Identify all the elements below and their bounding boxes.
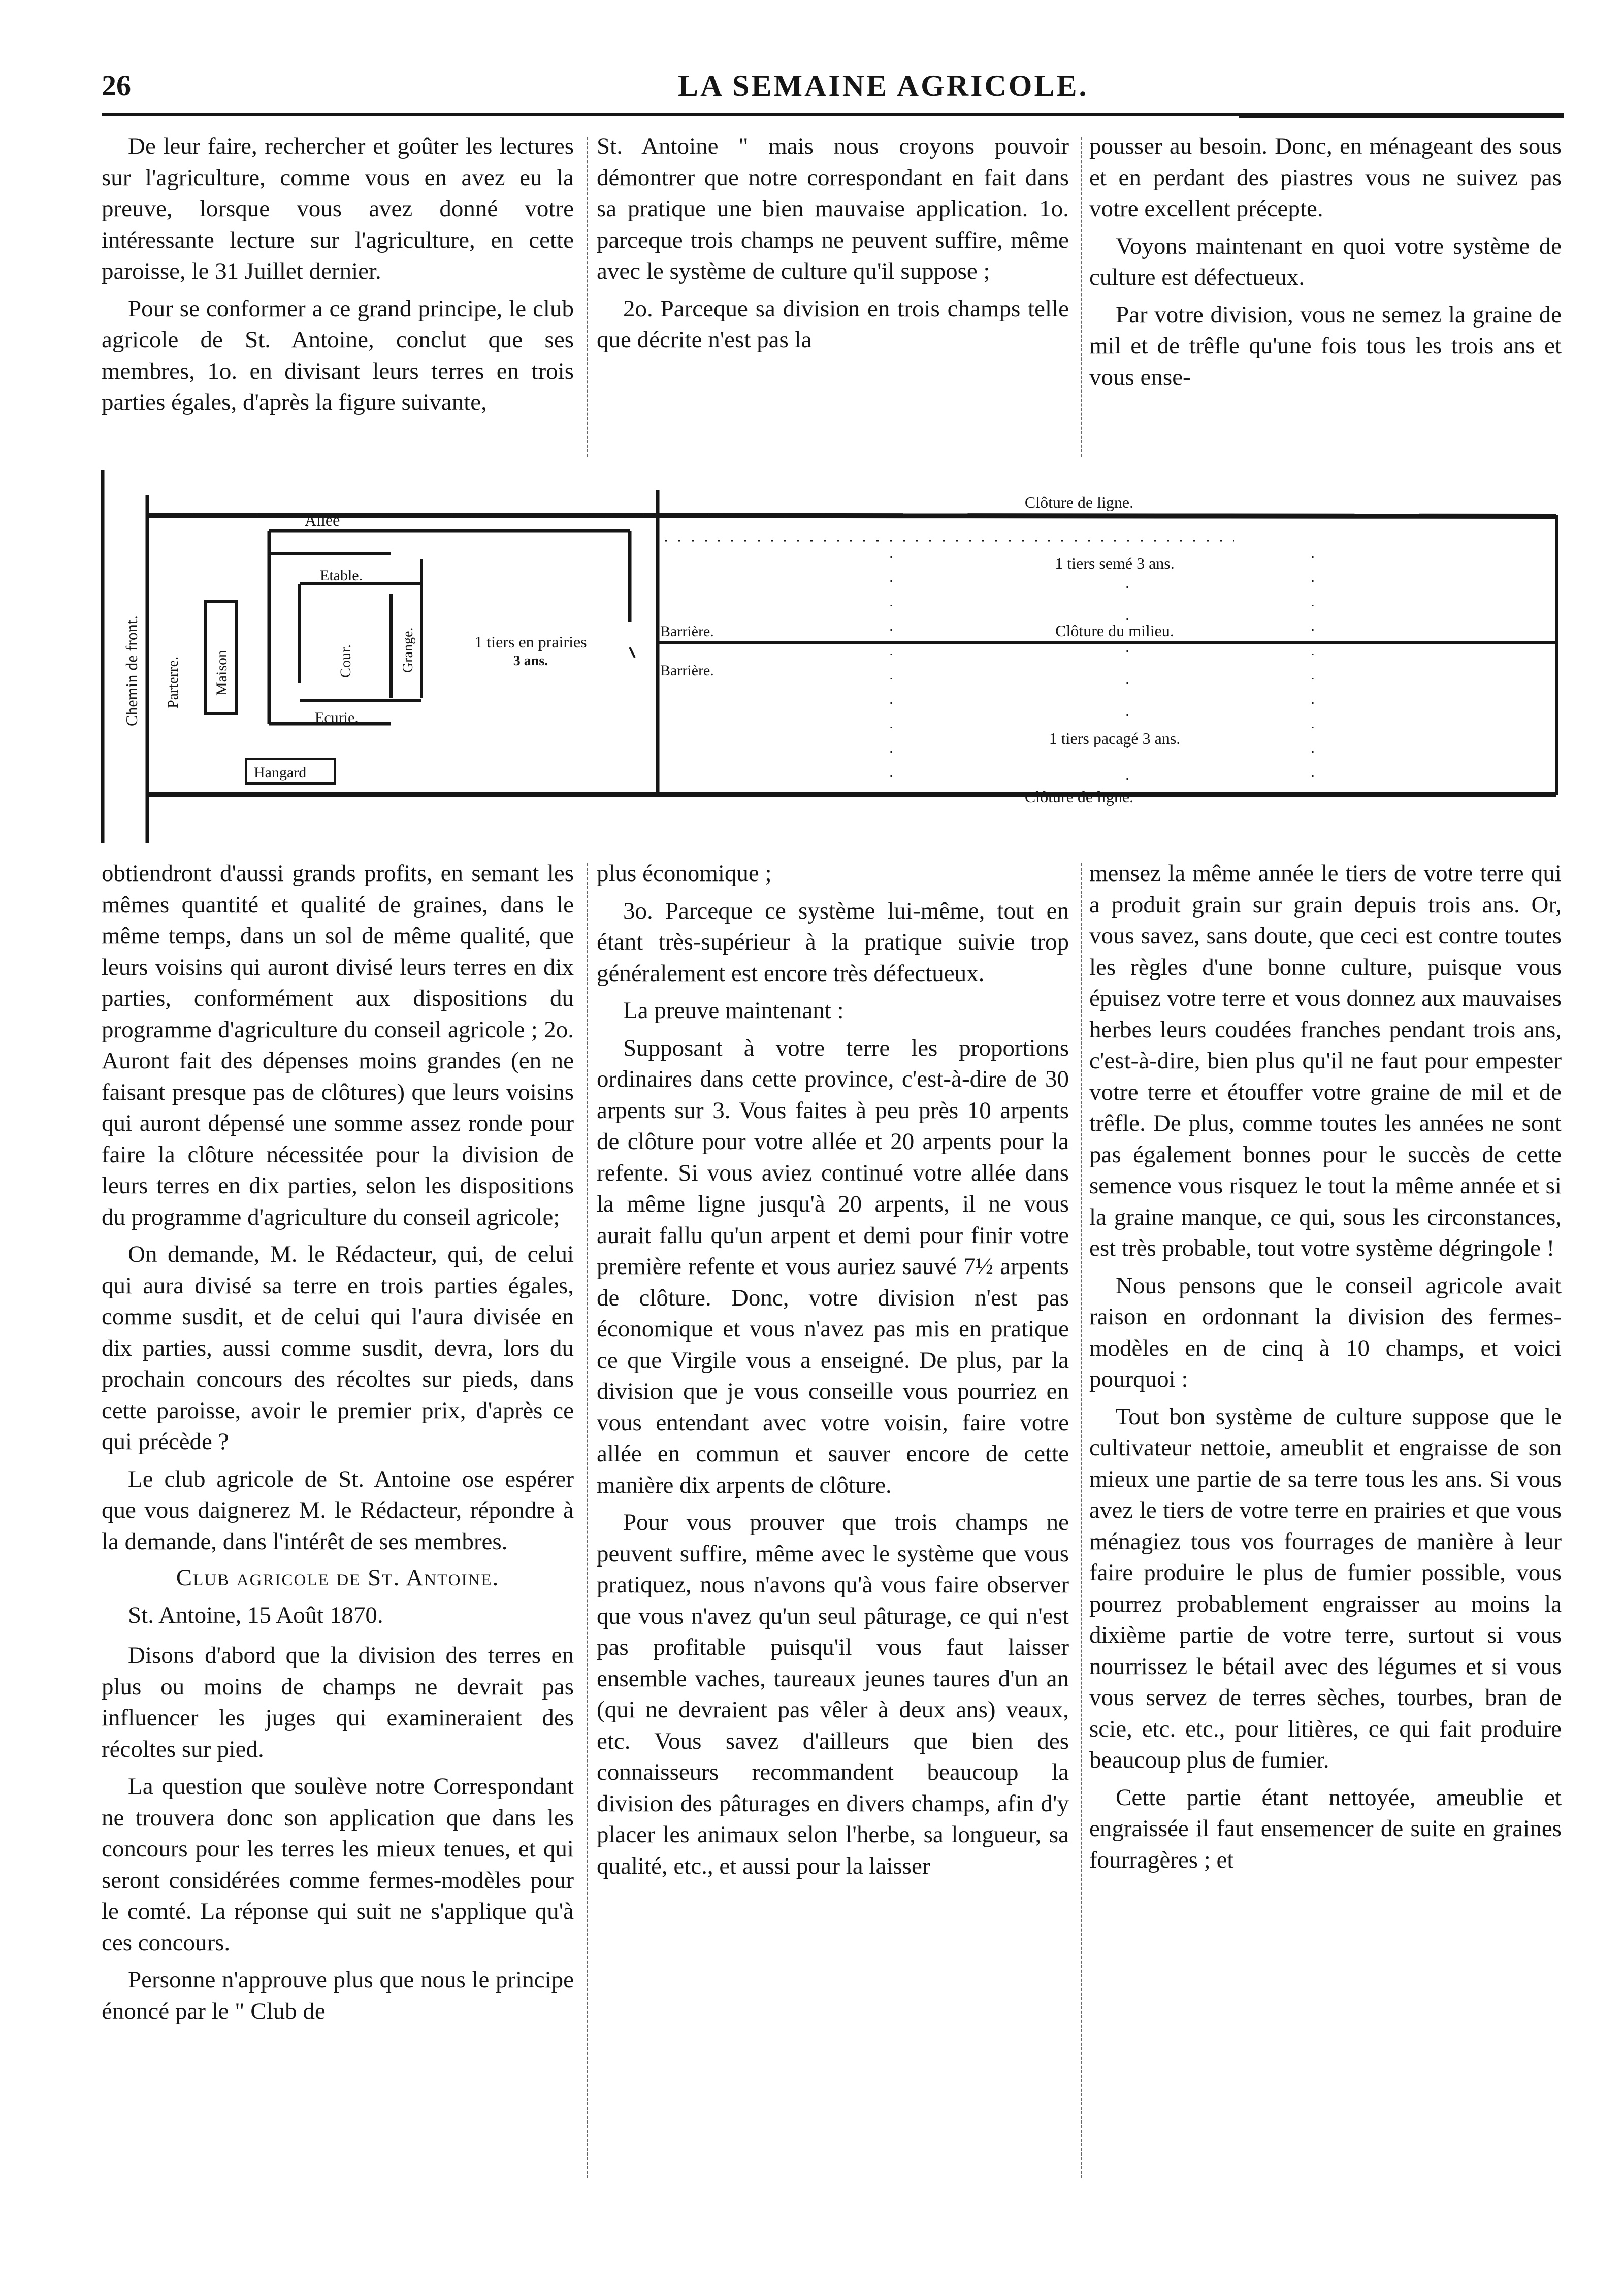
paragraph: Supposant à votre terre les proportions ordinaires dans cette province, c'est-à-dire de 30 arpents sur 3. Vous faites à peu près 10 arpents de clôture pour votre allée et 20 arpents pour la refente. Si vous aviez continué votre allée dans la même ligne jusqu'à 20 arpents, il ne vous aurait fallu qu'un arpent et demi pour finir votre première refente et vous auriez sauvé 7½ arpents de clôture. Donc, votre division n'est pas économique et vous n'avez pas mis en pratique ce que Virgile vous a enseigné. De plus, par la division que je vous conseille vous pourriez en vous entendant avec votre voisin, faire votre allée en commun et sauver encore de cette manière dix arpents de clôture.: [597, 1034, 1069, 1498]
paragraph: pousser au besoin. Donc, en ménageant des sous et en perdant des piastres vous ne suivez pas votre excellent précepte.: [1089, 133, 1562, 222]
label-hangard: Hangard: [254, 764, 307, 781]
paragraph: St. Antoine " mais nous croyons pouvoir démontrer que notre correspondant en fait dans sa pratique une bien mauvaise application. 1o. parceque trois champs ne peuvent suffire, même avec le système de culture qu'il suppose ;: [597, 133, 1069, 284]
label-maison: Maison: [213, 650, 230, 696]
paragraph: Nous pensons que le conseil agricole avait raison en ordonnant la division des fermes-modèles en de cinq à 10 champs, et voici pourquoi :: [1089, 1272, 1562, 1392]
label-barriere-2: Barrière.: [660, 662, 714, 679]
column-separator: [587, 863, 588, 2178]
top-column-2: [597, 131, 1069, 356]
bottom-column-3: [1089, 858, 1562, 1876]
label-barriere-1: Barrière.: [660, 623, 714, 640]
paragraph: La question que soulève notre Correspondant ne trouvera donc son application que dans les concours pour les terres les mieux tenues, et qui seront considérées comme fermes-modèles pour le comté. La réponse qui suit ne s'applique qu'à ces concours.: [102, 1773, 574, 1956]
label-grange: Grange.: [400, 627, 416, 673]
paragraph: De leur faire, rechercher et goûter les lectures sur l'agriculture, comme vous en avez eu la preuve, lorsque vous avez donné votre intéressante lecture sur l'agriculture, en cette paroisse, le 31 Juillet dernier.: [102, 133, 574, 284]
journal-title: LA SEMAINE AGRICOLE.: [678, 69, 1089, 103]
label-chemin: Chemin de front.: [122, 615, 141, 726]
paragraph: 3o. Parceque ce système lui-même, tout en étant très-supérieur à la pratique suivie trop généralement est encore très défectueux.: [597, 897, 1069, 987]
label-prairies-1: 1 tiers en prairies: [474, 633, 587, 651]
paragraph: Le club agricole de St. Antoine ose espérer que vous daignerez M. le Rédacteur, répondre à la demande, dans l'intérêt de ses membres.: [102, 1465, 574, 1555]
bottom-column-2: [597, 858, 1069, 1882]
label-seme: 1 tiers semé 3 ans.: [1055, 554, 1175, 572]
column-separator: [587, 137, 588, 457]
letter-date: St. Antoine, 15 Août 1870.: [128, 1602, 383, 1628]
paragraph: mensez la même année le tiers de votre terre qui a produit grain sur grain depuis trois ans. Or, vous savez, sans doute, que ceci est contre toutes les règles d'une bonne culture, puisque vous épuisez votre terre et vous donnez aux mauvaises herbes leurs coudées franches pendant trois ans, c'est-à-dire, bien plus qu'il ne faut pour empester votre terre et étouffer votre graine de mil et de trêfle. De plus, comme toutes les années ne sont pas également bonnes pour le succès de cette semence vous risquez le tout la même année et si la graine manque, ce qui, sous les circonstances, est très probable, tout votre système dégringole !: [1089, 860, 1562, 1261]
top-column-1: [102, 131, 574, 418]
label-etable: Etable.: [320, 567, 363, 584]
paragraph: 2o. Parceque sa division en trois champs telle que décrite n'est pas la: [597, 295, 1069, 353]
label-ecurie: Ecurie.: [315, 709, 359, 726]
paragraph: On demande, M. le Rédacteur, qui, de celui qui aura divisé sa terre en trois parties égales, comme susdit, et de celui qui l'aura divisée en dix parties, aussi comme susdit, devra, lors du prochain concours des récoltes sur pieds, dans cette paroisse, avoir le premier prix, d'après ce qui précède ?: [102, 1241, 574, 1455]
paragraph: obtiendront d'aussi grands profits, en semant les mêmes quantité et qualité de graines, dans le même temps, dans un sol de même qualité, que leurs voisins qui auront divisé leurs terres en dix parties, conformément aux dispositions du programme d'agriculture du conseil agricole ; 2o. Auront fait des dépenses moins grandes (en ne faisant presque pas de clôtures) que leurs voisins qui auront dépensé une somme assez ronde pour faire la clôture nécessitée pour la division de leurs terres en dix parties, selon les dispositions du programme d'agriculture du conseil agricole;: [102, 860, 574, 1230]
label-parterre: Parterre.: [165, 656, 181, 708]
label-cloture-bottom: Clôture de ligne.: [1024, 788, 1134, 806]
label-pacage: 1 tiers pacagé 3 ans.: [1049, 729, 1181, 747]
paragraph: Par votre division, vous ne semez la graine de mil et de trêfle qu'une fois tous les trois ans et vous ense-: [1089, 301, 1562, 390]
paragraph: Personne n'approuve plus que nous le principe énoncé par le " Club de: [102, 1967, 574, 2025]
paragraph: La preuve maintenant :: [623, 997, 844, 1024]
top-column-3: [1089, 131, 1562, 393]
paragraph: Pour vous prouver que trois champs ne peuvent suffire, même avec le système que vous pratiquez, nous n'avons qu'à vous faire observer que vous n'avez qu'un seul pâturage, ce qui n'est pas profitable puisqu'il vous faut laisser ensemble vaches, taureaux jeunes taures d'un an (qui ne devraient pas vêler à deux ans) veaux, etc. Vous savez d'ailleurs que bien des connaisseurs recommandent beaucoup la division des pâturages en divers champs, afin d'y placer les animaux selon l'herbe, sa longueur, sa qualité, etc., et aussi pour la laisser: [597, 1509, 1069, 1879]
page-number: 26: [102, 69, 131, 102]
signature: Club agricole de St. Antoine.: [176, 1564, 500, 1591]
paragraph: Cette partie étant nettoyée, ameublie et engraissée il faut ensemencer de suite en graines fourragères ; et: [1089, 1784, 1562, 1873]
label-prairies-2: 3 ans.: [513, 653, 548, 669]
paragraph: Voyons maintenant en quoi votre système de culture est défectueux.: [1089, 233, 1562, 290]
paragraph: plus économique ;: [597, 860, 772, 887]
label-cour: Cour.: [337, 644, 354, 678]
label-allee: Allée: [305, 511, 340, 529]
column-separator: [1081, 137, 1082, 457]
label-cloture-milieu: Clôture du milieu.: [1055, 622, 1174, 640]
header-rule-thick: [1239, 116, 1564, 118]
farm-layout-diagram: [96, 470, 1569, 845]
paragraph: Disons d'abord que la division des terres en plus ou moins de champs ne devrait pas influencer les juges qui examineraient des récoltes sur pied.: [102, 1642, 574, 1763]
column-separator: [1081, 863, 1082, 2178]
paragraph: Pour se conformer a ce grand principe, le club agricole de St. Antoine, conclut que ses membres, 1o. en divisant leurs terres en trois parties égales, d'après la figure suivante,: [102, 295, 574, 415]
paragraph: Tout bon système de culture suppose que le cultivateur nettoie, ameublit et engraisse de son mieux une partie de sa terre tous les ans. Si vous avez le tiers de votre terre en prairies et que vous ménagiez tous vos fourrages de manière à leur faire produire le plus de fumier possible, vous pourrez probablement engraisser au moins la dixième partie de votre terre, surtout si vous nourrissez le bétail avec des légumes et si vous vous servez de terres sèches, tourbes, bran de scie, etc. etc., pour litières, ce qui fait produire beaucoup plus de fumier.: [1089, 1403, 1562, 1773]
label-cloture-top: Clôture de ligne.: [1024, 493, 1134, 511]
bottom-column-1: [102, 858, 574, 2027]
